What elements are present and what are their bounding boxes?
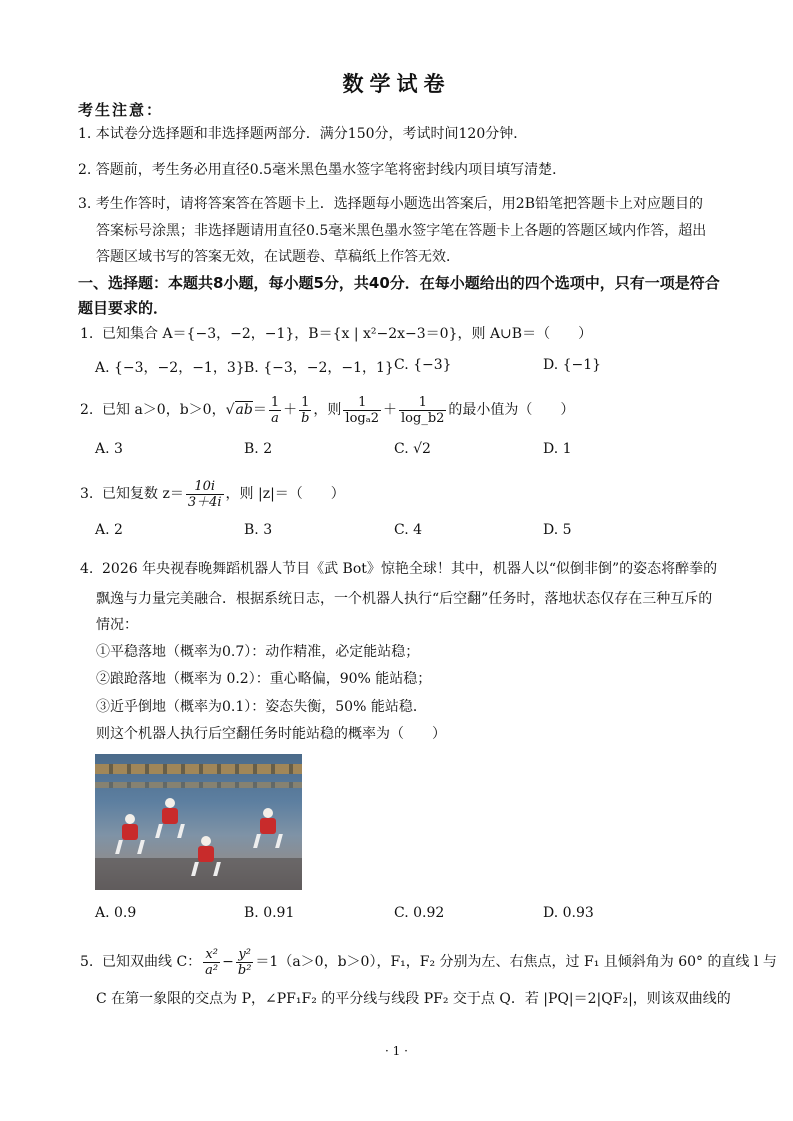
q2-option-b: B. 2	[244, 441, 273, 457]
question-number: 5.	[80, 954, 94, 970]
robot-figure	[117, 814, 143, 854]
question-1-text: 已知集合 A＝{−3，−2，−1}，B＝{x | x²−2x−3＝0}，则 A∪B＝（ ）	[102, 326, 593, 342]
q1-option-b: B. {−3，−2，−1，1}	[244, 360, 394, 376]
robot-figure	[157, 798, 183, 838]
q2-fraction-4	[399, 395, 446, 426]
question-2: 2. 已知 a＞0，b＞0，√ab＝ $\frac{1}{a}$ ＋ $\frac{1}{b}$ ，则 $\frac{1}{\text{logₐ2}}$ ＋ $\frac{1}{\log\_b2}$ 的最小值为（ ）	[80, 394, 575, 426]
denominator: a	[271, 410, 279, 426]
q4-line-1: 2026 年央视春晚舞蹈机器人节目《武 Bot》惊艳全球！其中，机器人以“似倒非倒”的姿态将醉拳的	[102, 561, 718, 577]
q2-fraction-2	[299, 395, 311, 426]
q4-line-4: ①平稳落地（概率为0.7）：动作精准，必定能站稳；	[96, 644, 420, 660]
q4-option-c: C. 0.92	[394, 905, 445, 921]
question-number: 2.	[80, 402, 94, 418]
question-1	[80, 324, 592, 344]
q3-suffix: ，则 |z|＝（ ）	[225, 486, 345, 502]
numerator: x²	[203, 947, 220, 963]
q5-fraction-1	[203, 947, 220, 978]
q1-option-c: C. {−3}	[394, 357, 452, 373]
q2-prefix: 已知 a＞0，b＞0，	[102, 402, 226, 418]
q4-line-6: ③近乎倒地（概率为0.1）：姿态失衡，50% 能站稳．	[96, 699, 427, 715]
section1-heading-cont: 题目要求的．	[78, 299, 169, 317]
robot-figure	[255, 808, 281, 848]
q2-option-d: D. 1	[543, 441, 572, 457]
q5-line-2: C 在第一象限的交点为 P，∠PF₁F₂ 的平分线与线段 PF₂ 交于点 Q．若 |PQ|＝2|QF₂|，则该双曲线的	[96, 991, 731, 1007]
notice-3-cont-2: 答题区域书写的答案无效，在试题卷、草稿纸上作答无效．	[96, 249, 460, 265]
q4-line-7: 则这个机器人执行后空翻任务时能站稳的概率为（ ）	[96, 726, 446, 742]
numerator: y²	[236, 947, 254, 963]
q5-line-1b: ＝1（a＞0，b＞0），F₁，F₂ 分别为左、右焦点，过 F₁ 且倾斜角为 60° 的直线 l 与	[255, 954, 777, 970]
question-4	[80, 559, 717, 579]
q2-fraction-1	[269, 395, 281, 426]
q4-line-2: 飘逸与力量完美融合．根据系统日志，一个机器人执行“后空翻”任务时，落地状态仅存在三种互斥的	[96, 591, 713, 607]
notice-1: 1. 本试卷分选择题和非选择题两部分．满分150分，考试时间120分钟．	[78, 126, 528, 142]
numerator: 1	[299, 395, 311, 411]
q3-fraction	[186, 479, 224, 510]
q4-option-b: B. 0.91	[244, 905, 295, 921]
q1-option-a: A. {−3，−2，−1，3}	[95, 360, 245, 376]
denominator: log_b2	[401, 410, 445, 426]
q2-root: ab	[235, 402, 253, 418]
robot-figure	[193, 836, 219, 876]
question-number: 1.	[80, 326, 94, 342]
q1-option-d: D. {−1}	[543, 357, 602, 373]
q2-eq: ＝	[252, 402, 267, 418]
q2-fraction-3	[343, 395, 381, 426]
denominator: logₐ2	[345, 410, 380, 426]
question-number: 4.	[80, 561, 94, 577]
robot-dance-photo	[95, 754, 302, 890]
q3-option-d: D. 5	[543, 522, 572, 538]
question-5	[80, 945, 777, 979]
q3-option-a: A. 2	[95, 522, 123, 538]
notice-3: 3. 考生作答时，请将答案答在答题卡上．选择题每小题选出答案后，用2B铅笔把答题卡上对应题目的	[78, 196, 704, 212]
stage-decoration	[95, 782, 302, 788]
q4-line-3: 情况：	[96, 617, 138, 633]
q2-option-a: A. 3	[95, 441, 123, 457]
numerator: 10i	[186, 479, 224, 495]
q5-minus: −	[222, 954, 234, 970]
notice-heading: 考生注意：	[78, 101, 164, 119]
notice-3-cont-1: 答案标号涂黑；非选择题请用直径0.5毫米黑色墨水签字笔在答题卡上各题的答题区域内作答，超出	[96, 223, 707, 239]
q3-option-b: B. 3	[244, 522, 273, 538]
numerator: 1	[270, 394, 280, 410]
q5-line-1a: 已知双曲线 C：	[102, 954, 202, 970]
page-number: · 1 ·	[385, 1044, 408, 1058]
denominator: 3＋4i	[187, 494, 222, 510]
denominator: a²	[205, 962, 219, 978]
q4-option-a: A. 0.9	[95, 905, 137, 921]
q4-line-5: ②踉跄落地（概率为 0.2）：重心略偏，90% 能站稳；	[96, 671, 432, 687]
numerator: 1	[343, 395, 381, 411]
q2-suffix: 的最小值为（ ）	[448, 402, 575, 418]
stage-decoration	[95, 764, 302, 774]
page-title: 数学试卷	[342, 71, 451, 96]
question-number: 3.	[80, 486, 94, 502]
q3-option-c: C. 4	[394, 522, 423, 538]
q2-plus: ＋	[283, 402, 298, 418]
denominator: b	[301, 410, 310, 426]
q2-mid: ，则	[313, 402, 342, 418]
q2-option-c: C. √2	[394, 441, 431, 457]
q5-fraction-2	[236, 947, 254, 978]
notice-2: 2. 答题前，考生务必用直径0.5毫米黑色墨水签字笔将密封线内项目填写清楚．	[78, 162, 567, 178]
q4-option-d: D. 0.93	[543, 905, 594, 921]
section1-heading: 一、选择题：本题共8小题，每小题5分，共40分．在每小题给出的四个选项中，只有一项是符合	[78, 274, 720, 292]
numerator: 1	[399, 395, 446, 411]
q3-prefix: 已知复数 z＝	[102, 486, 184, 502]
question-3	[80, 477, 345, 511]
denominator: b²	[237, 962, 252, 978]
